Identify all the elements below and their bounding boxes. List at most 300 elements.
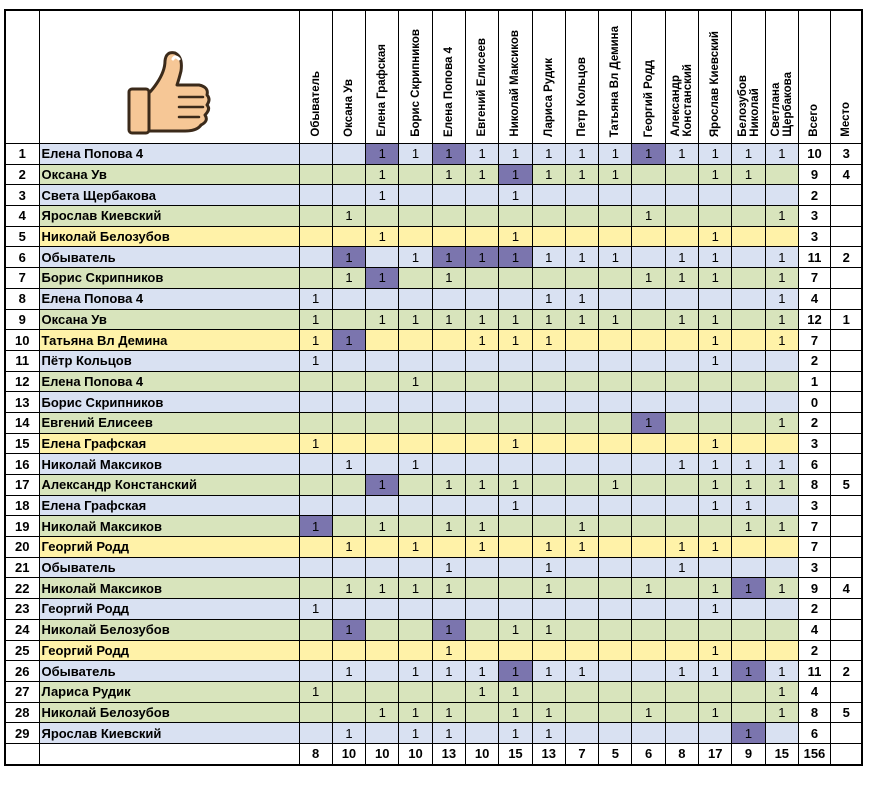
grand-total: 156 [798, 743, 830, 764]
row-place [830, 206, 862, 227]
participant-name: Евгений Елисеев [39, 412, 299, 433]
vote-cell [332, 226, 365, 247]
vote-cell [665, 371, 698, 392]
vote-cell [532, 392, 565, 413]
column-total: 8 [299, 743, 332, 764]
vote-cell: 1 [299, 681, 332, 702]
vote-cell [665, 578, 698, 599]
column-header [499, 10, 532, 144]
table-row [5, 433, 862, 454]
participant-name: Елена Попова 4 [39, 144, 299, 165]
column-header [565, 10, 598, 144]
vote-cell [499, 412, 532, 433]
vote-cell: 1 [366, 702, 399, 723]
vote-cell [665, 516, 698, 537]
vote-cell: 1 [399, 144, 432, 165]
vote-cell: 1 [665, 454, 698, 475]
vote-cell [632, 371, 665, 392]
vote-cell [665, 185, 698, 206]
row-place: 4 [830, 578, 862, 599]
vote-cell: 1 [532, 288, 565, 309]
vote-cell: 1 [699, 661, 732, 682]
vote-cell [366, 557, 399, 578]
vote-cell [332, 681, 365, 702]
vote-cell [399, 330, 432, 351]
table-row [5, 268, 862, 289]
table-row [5, 144, 862, 165]
vote-cell: 1 [399, 454, 432, 475]
vote-cell: 1 [499, 681, 532, 702]
vote-cell [399, 288, 432, 309]
row-total: 8 [798, 702, 830, 723]
vote-cell [665, 681, 698, 702]
vote-cell: 1 [299, 309, 332, 330]
vote-cell [532, 495, 565, 516]
vote-cell [665, 164, 698, 185]
vote-cell [665, 288, 698, 309]
vote-cell [765, 495, 798, 516]
vote-cell [299, 578, 332, 599]
vote-cell [399, 433, 432, 454]
row-number: 25 [5, 640, 39, 661]
vote-cell [366, 412, 399, 433]
vote-cell [366, 371, 399, 392]
vote-cell [465, 412, 498, 433]
vote-cell: 1 [299, 330, 332, 351]
vote-cell: 1 [532, 723, 565, 744]
vote-cell: 1 [399, 309, 432, 330]
vote-cell [399, 392, 432, 413]
vote-cell [565, 557, 598, 578]
vote-cell [332, 350, 365, 371]
vote-cell [499, 516, 532, 537]
column-total: 10 [366, 743, 399, 764]
vote-cell [532, 640, 565, 661]
row-place [830, 516, 862, 537]
vote-cell: 1 [465, 516, 498, 537]
vote-cell: 1 [399, 723, 432, 744]
vote-cell [732, 537, 765, 558]
vote-cell [532, 226, 565, 247]
vote-cell: 1 [332, 619, 365, 640]
participant-name: Обыватель [39, 661, 299, 682]
vote-cell [532, 350, 565, 371]
vote-cell [732, 350, 765, 371]
vote-cell: 1 [465, 475, 498, 496]
vote-cell [299, 557, 332, 578]
vote-cell [366, 599, 399, 620]
participant-name: Татьяна Вл Демина [39, 330, 299, 351]
vote-cell: 1 [665, 661, 698, 682]
vote-cell: 1 [565, 537, 598, 558]
vote-cell [565, 578, 598, 599]
column-total: 15 [499, 743, 532, 764]
vote-cell [432, 433, 465, 454]
vote-cell: 1 [432, 578, 465, 599]
vote-cell: 1 [532, 557, 565, 578]
row-total: 7 [798, 516, 830, 537]
vote-cell [599, 640, 632, 661]
vote-cell: 1 [532, 164, 565, 185]
participant-name: Лариса Рудик [39, 681, 299, 702]
vote-cell [665, 330, 698, 351]
vote-cell [599, 599, 632, 620]
column-total: 8 [665, 743, 698, 764]
row-number: 27 [5, 681, 39, 702]
vote-cell [332, 495, 365, 516]
vote-cell: 1 [399, 371, 432, 392]
vote-cell [366, 723, 399, 744]
vote-cell [332, 371, 365, 392]
vote-cell: 1 [366, 516, 399, 537]
row-place [830, 599, 862, 620]
row-total: 4 [798, 288, 830, 309]
vote-cell: 1 [732, 454, 765, 475]
vote-cell [732, 702, 765, 723]
vote-cell [765, 164, 798, 185]
vote-cell: 1 [732, 495, 765, 516]
vote-cell [399, 681, 432, 702]
table-row [5, 371, 862, 392]
column-total: 5 [599, 743, 632, 764]
column-header-label: Елена Графская [376, 44, 389, 137]
vote-cell [765, 723, 798, 744]
column-header [465, 10, 498, 144]
vote-cell [699, 723, 732, 744]
participant-name: Николай Белозубов [39, 619, 299, 640]
vote-cell: 1 [465, 681, 498, 702]
vote-cell [366, 537, 399, 558]
vote-cell: 1 [532, 702, 565, 723]
vote-cell: 1 [699, 537, 732, 558]
vote-cell [732, 640, 765, 661]
vote-cell: 1 [765, 206, 798, 227]
row-number: 1 [5, 144, 39, 165]
row-place: 4 [830, 164, 862, 185]
vote-cell [632, 681, 665, 702]
table-row [5, 495, 862, 516]
column-header-label: Александр Констанский [669, 64, 694, 137]
vote-cell: 1 [432, 723, 465, 744]
vote-cell [299, 371, 332, 392]
column-header-label: Светлана Щербакова [769, 72, 794, 137]
vote-cell [366, 661, 399, 682]
vote-cell [499, 288, 532, 309]
row-place [830, 454, 862, 475]
row-number: 20 [5, 537, 39, 558]
vote-cell [299, 537, 332, 558]
vote-cell [532, 185, 565, 206]
row-place [830, 268, 862, 289]
row-number: 10 [5, 330, 39, 351]
vote-cell [366, 392, 399, 413]
column-total: 15 [765, 743, 798, 764]
vote-cell [732, 599, 765, 620]
vote-cell: 1 [765, 247, 798, 268]
participant-name: Николай Белозубов [39, 226, 299, 247]
footer-blank [830, 743, 862, 764]
row-place [830, 495, 862, 516]
corner-cell [5, 10, 39, 144]
vote-cell [599, 433, 632, 454]
vote-cell [366, 330, 399, 351]
vote-cell: 1 [399, 578, 432, 599]
vote-cell [599, 702, 632, 723]
vote-cell [432, 599, 465, 620]
vote-cell [465, 268, 498, 289]
vote-cell: 1 [732, 723, 765, 744]
row-number: 21 [5, 557, 39, 578]
vote-cell [332, 599, 365, 620]
vote-cell [465, 619, 498, 640]
vote-cell: 1 [366, 164, 399, 185]
vote-cell: 1 [699, 495, 732, 516]
vote-cell: 1 [432, 268, 465, 289]
table-row [5, 723, 862, 744]
row-total: 2 [798, 185, 830, 206]
vote-cell [565, 454, 598, 475]
vote-cell: 1 [432, 619, 465, 640]
table-row [5, 599, 862, 620]
vote-cell: 1 [399, 702, 432, 723]
total-header [798, 10, 830, 144]
vote-cell: 1 [299, 350, 332, 371]
vote-cell: 1 [366, 144, 399, 165]
vote-cell [665, 495, 698, 516]
vote-cell [499, 371, 532, 392]
row-total: 3 [798, 557, 830, 578]
vote-cell: 1 [565, 309, 598, 330]
column-total: 6 [632, 743, 665, 764]
vote-cell: 1 [299, 433, 332, 454]
vote-cell [465, 557, 498, 578]
row-total: 3 [798, 433, 830, 454]
vote-cell [665, 226, 698, 247]
vote-cell: 1 [532, 661, 565, 682]
vote-cell [399, 268, 432, 289]
vote-cell [399, 619, 432, 640]
table-row [5, 557, 862, 578]
table-row [5, 475, 862, 496]
vote-cell [532, 268, 565, 289]
vote-cell: 1 [665, 247, 698, 268]
table-row [5, 640, 862, 661]
vote-cell: 1 [299, 599, 332, 620]
vote-cell [299, 392, 332, 413]
vote-cell [599, 206, 632, 227]
vote-cell: 1 [465, 330, 498, 351]
participant-name: Обыватель [39, 557, 299, 578]
vote-cell: 1 [599, 309, 632, 330]
vote-cell [732, 433, 765, 454]
vote-cell [366, 433, 399, 454]
participant-name: Оксана Ув [39, 309, 299, 330]
vote-cell: 1 [432, 144, 465, 165]
vote-cell [399, 185, 432, 206]
vote-cell: 1 [432, 557, 465, 578]
vote-cell: 1 [565, 144, 598, 165]
vote-cell [565, 371, 598, 392]
table-row [5, 454, 862, 475]
vote-cell [499, 557, 532, 578]
vote-cell: 1 [699, 268, 732, 289]
row-number: 2 [5, 164, 39, 185]
column-header [665, 10, 698, 144]
vote-cell [599, 619, 632, 640]
vote-cell: 1 [699, 247, 732, 268]
vote-cell [599, 371, 632, 392]
vote-cell [366, 640, 399, 661]
vote-cell [465, 392, 498, 413]
vote-cell: 1 [332, 330, 365, 351]
vote-cell: 1 [565, 288, 598, 309]
vote-cell [565, 185, 598, 206]
vote-cell [699, 412, 732, 433]
footer-blank [39, 743, 299, 764]
row-place [830, 433, 862, 454]
vote-cell [632, 640, 665, 661]
vote-cell [565, 206, 598, 227]
row-number: 28 [5, 702, 39, 723]
vote-cell [332, 516, 365, 537]
vote-cell [299, 206, 332, 227]
vote-cell [599, 681, 632, 702]
column-header-label: Борис Скрипников [409, 29, 422, 137]
row-place: 5 [830, 475, 862, 496]
vote-cell [532, 681, 565, 702]
vote-cell [632, 164, 665, 185]
vote-cell [765, 619, 798, 640]
vote-cell: 1 [599, 164, 632, 185]
table-row [5, 661, 862, 682]
row-place [830, 723, 862, 744]
vote-cell [532, 599, 565, 620]
vote-cell [732, 392, 765, 413]
vote-cell [665, 392, 698, 413]
vote-cell [732, 226, 765, 247]
table-row [5, 164, 862, 185]
row-total: 10 [798, 144, 830, 165]
vote-cell [599, 350, 632, 371]
vote-cell [399, 495, 432, 516]
vote-cell [499, 537, 532, 558]
vote-cell: 1 [332, 537, 365, 558]
participant-name: Николай Белозубов [39, 702, 299, 723]
row-place [830, 681, 862, 702]
vote-cell [665, 619, 698, 640]
vote-cell [366, 288, 399, 309]
row-total: 3 [798, 226, 830, 247]
row-number: 13 [5, 392, 39, 413]
row-place: 2 [830, 661, 862, 682]
row-number: 8 [5, 288, 39, 309]
vote-cell [366, 681, 399, 702]
participant-name: Николай Максиков [39, 454, 299, 475]
vote-cell: 1 [765, 578, 798, 599]
row-total: 3 [798, 495, 830, 516]
vote-cell: 1 [765, 475, 798, 496]
score-table [4, 9, 863, 766]
vote-cell [432, 350, 465, 371]
row-number: 3 [5, 185, 39, 206]
vote-cell: 1 [366, 475, 399, 496]
vote-cell [599, 495, 632, 516]
vote-cell: 1 [699, 640, 732, 661]
row-total: 8 [798, 475, 830, 496]
vote-cell: 1 [565, 164, 598, 185]
row-number: 14 [5, 412, 39, 433]
vote-cell [632, 433, 665, 454]
vote-cell: 1 [699, 309, 732, 330]
vote-cell [399, 599, 432, 620]
participant-name: Оксана Ув [39, 164, 299, 185]
vote-cell [532, 412, 565, 433]
vote-cell: 1 [765, 454, 798, 475]
vote-cell: 1 [632, 206, 665, 227]
column-header [599, 10, 632, 144]
vote-cell: 1 [499, 247, 532, 268]
row-place [830, 371, 862, 392]
row-total: 4 [798, 619, 830, 640]
column-header-label: Николай Максиков [509, 30, 522, 137]
vote-cell [565, 619, 598, 640]
vote-cell [532, 206, 565, 227]
participant-name: Обыватель [39, 247, 299, 268]
vote-cell: 1 [499, 164, 532, 185]
vote-cell [299, 144, 332, 165]
vote-cell [499, 454, 532, 475]
vote-cell [565, 226, 598, 247]
vote-cell: 1 [665, 557, 698, 578]
vote-cell [565, 350, 598, 371]
vote-cell [399, 206, 432, 227]
vote-cell [366, 495, 399, 516]
vote-cell [499, 578, 532, 599]
vote-cell [332, 640, 365, 661]
vote-cell [299, 475, 332, 496]
vote-cell [465, 206, 498, 227]
table-row [5, 516, 862, 537]
participant-name: Георгий Родд [39, 537, 299, 558]
vote-cell [599, 516, 632, 537]
vote-cell: 1 [499, 309, 532, 330]
vote-cell [299, 268, 332, 289]
row-place [830, 350, 862, 371]
participant-name: Елена Графская [39, 433, 299, 454]
vote-cell: 1 [332, 206, 365, 227]
vote-cell: 1 [699, 578, 732, 599]
vote-cell [399, 412, 432, 433]
participant-name: Елена Попова 4 [39, 288, 299, 309]
vote-cell: 1 [499, 702, 532, 723]
row-number: 7 [5, 268, 39, 289]
column-total: 9 [732, 743, 765, 764]
vote-cell [665, 433, 698, 454]
row-place [830, 288, 862, 309]
table-row [5, 309, 862, 330]
column-header [632, 10, 665, 144]
vote-cell: 1 [499, 185, 532, 206]
vote-cell [565, 681, 598, 702]
vote-cell [465, 640, 498, 661]
vote-cell [699, 206, 732, 227]
vote-cell [732, 557, 765, 578]
vote-cell [532, 454, 565, 475]
vote-cell: 1 [432, 516, 465, 537]
vote-cell [332, 392, 365, 413]
vote-cell [765, 537, 798, 558]
vote-cell: 1 [599, 475, 632, 496]
